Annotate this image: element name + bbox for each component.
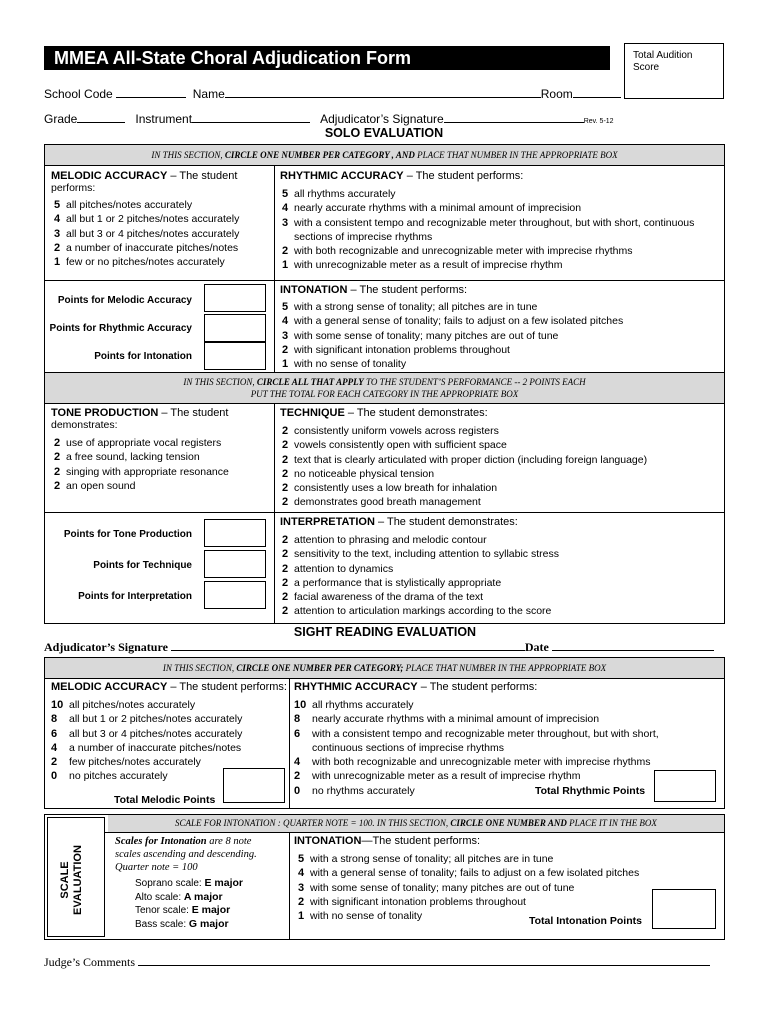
criteria-item[interactable] [282,562,725,576]
criteria-item[interactable] [282,495,725,509]
voice-scale: Bass scale: G major [135,917,229,930]
points-tone-box[interactable] [204,519,266,547]
points-melodic-label: Points for Melodic Accuracy [57,295,192,306]
criteria-score[interactable]: 2 [51,756,58,769]
criteria-item[interactable] [282,230,725,244]
criteria-text: no pitches accurately [69,770,168,783]
instrument-label: Instrument [135,112,193,126]
criteria-item[interactable] [282,314,725,328]
criteria-item[interactable] [51,698,287,712]
grade-label: Grade [44,112,78,126]
criteria-item[interactable] [54,241,271,255]
criteria-text: sensitivity to the text, including attention to syllabic stress [294,548,559,561]
criteria-text: with unrecognizable meter as a result of imprecise rhythm [312,770,581,783]
name-blank[interactable] [225,97,541,98]
solo-tone-production: TONE PRODUCTION – The student demonstrates: 2 use of appropriate vocal registers 2 a free sound, lacking tension 2 singing with appropriate resonance 2 an open sound [51,407,271,493]
criteria-item[interactable] [282,590,725,604]
criteria-item[interactable] [54,255,271,269]
criteria-text: nearly accurate rhythms with a minimal amount of imprecision [312,713,600,726]
criteria-item[interactable] [282,329,725,343]
total-melodic-box[interactable] [223,768,285,803]
scale-evaluation-vertical-label: SCALE EVALUATION [59,845,84,915]
total-rhythmic-box[interactable] [654,770,716,802]
room-label: Room [540,87,573,101]
form-title: MMEA All-State Choral Adjudication Form [44,46,610,70]
judges-comments-blank[interactable] [138,965,710,966]
criteria-score[interactable]: 4 [282,202,289,215]
criteria-text: consistently uses a low breath for inhalation [294,482,498,495]
criteria-text: with a general sense of tonality; fails to adjust on a few isolated pitches [294,315,624,328]
instrument-blank[interactable] [192,122,310,123]
total-intonation-label: Total Intonation Points [529,915,642,927]
criteria-text: with both recognizable and unrecognizable meter with imprecise rhythms [312,756,651,769]
voice-scale: Tenor scale: E major [135,904,231,916]
revision-label: Rev. 5-12 [583,118,614,125]
points-melodic-box[interactable] [204,284,266,312]
criteria-text: nearly accurate rhythms with a minimal amount of imprecision [294,202,582,215]
points-technique-label: Points for Technique [93,560,192,571]
room-blank[interactable] [573,97,621,98]
criteria-text: attention to phrasing and melodic contour [294,534,487,546]
criteria-score[interactable]: 4 [294,756,301,769]
criteria-score[interactable]: 0 [51,770,58,783]
school-code-line[interactable] [44,87,621,101]
criteria-score[interactable]: 1 [298,910,305,923]
points-tone-label: Points for Tone Production [63,529,192,540]
sight-signature-line[interactable]: Adjudicator’s Signature Date [44,640,714,655]
criteria-item[interactable] [282,467,725,481]
total-rhythmic-label: Total Rhythmic Points [535,785,646,797]
school-code-blank[interactable] [116,97,186,98]
criteria-score[interactable]: 8 [294,713,301,726]
criteria-score[interactable]: 4 [51,741,58,754]
criteria-item[interactable] [282,424,725,438]
scale-instructions-band: SCALE FOR INTONATION : QUARTER NOTE = 100. IN THIS SECTION, CIRCLE ONE NUMBER AND PLACE IT IN THE BOX [108,815,724,832]
criteria-item[interactable] [54,479,271,493]
criteria-text: sections of imprecise rhythms [294,230,433,243]
criteria-item[interactable] [294,727,725,741]
criteria-text: attention to dynamics [294,562,394,575]
criteria-text: with a general sense of tonality; fails to adjust on a few isolated pitches [310,867,640,880]
criteria-text: all pitches/notes accurately [69,699,196,711]
criteria-score[interactable]: 3 [298,881,305,894]
criteria-text: vowels consistently open with sufficient space [294,439,507,452]
criteria-score[interactable]: 2 [294,770,301,783]
criteria-score[interactable]: 6 [294,727,301,740]
criteria-text: with some sense of tonality; many pitches are out of tune [294,329,559,342]
criteria-text: a number of inaccurate pitches/notes [69,741,242,754]
criteria-text: use of appropriate vocal registers [66,437,222,449]
criteria-item[interactable] [54,227,271,241]
solo-intonation: INTONATION – The student performs: 5 with a strong sense of tonality; all pitches are in tune 4 with a general sense of tonality; fails to adjust on a few isolated pitches 3 with some sense of tonality; many pitches are out of tune 2 with significant intonation problems throughout 1 with no sense of tonality [280,284,725,371]
criteria-score[interactable]: 2 [282,534,289,546]
criteria-item[interactable] [282,438,725,452]
criteria-score[interactable]: 2 [54,479,61,492]
judges-comments-label: Judge’s Comments [44,955,136,969]
criteria-item[interactable] [298,852,725,866]
criteria-score[interactable]: 5 [282,188,289,200]
criteria-text: an open sound [66,479,136,492]
criteria-item[interactable] [51,741,287,755]
points-technique-box[interactable] [204,550,266,578]
criteria-item[interactable] [54,436,271,450]
school-code-label: School Code [44,87,113,101]
criteria-item[interactable] [54,450,271,464]
total-melodic-label: Total Melodic Points [114,794,216,806]
points-rhythmic-label: Points for Rhythmic Accuracy [49,323,192,334]
criteria-text: with a strong sense of tonality; all pitches are in tune [294,301,538,313]
adjudicator-signature-blank[interactable] [444,122,584,123]
criteria-score[interactable]: 3 [282,329,289,342]
criteria-text: with both recognizable and unrecognizable meter with imprecise rhythms [294,245,633,258]
criteria-item[interactable] [294,698,725,712]
criteria-text: all but 1 or 2 pitches/notes accurately [69,713,243,726]
criteria-item[interactable] [51,727,287,741]
criteria-score[interactable]: 2 [282,496,289,509]
criteria-score[interactable]: 2 [282,562,289,575]
criteria-text: a free sound, lacking tension [66,451,200,464]
points-intonation-box[interactable] [204,342,266,370]
criteria-text: no noticeable physical tension [294,467,435,480]
criteria-text: demonstrates good breath management [294,496,481,509]
criteria-text: with a consistent tempo and recognizable meter throughout, but with short, continuous [294,216,695,229]
criteria-text: continuous sections of imprecise rhythms [312,741,504,754]
solo-interpretation: INTERPRETATION – The student demonstrates: 2 attention to phrasing and melodic contour 2 sensitivity to the text, including attention to syllabic stress 2 attention to dynamics 2 a performance that is stylistically appropriate 2 facial awareness of the drama of the text 2 attention to articulation markings according to the score [280,516,725,619]
criteria-score[interactable]: 2 [54,437,61,449]
criteria-text: all pitches/notes accurately [66,199,193,211]
criteria-text: a performance that is stylistically appropriate [294,576,502,589]
scales-for-intonation: Scales for Intonation are 8 note scales ascending and descending. Quarter note = 100 Soprano scale: E major Alto scale: A major Tenor scale: E major Bass scale: G major [115,835,287,931]
points-rhythmic-box[interactable] [204,314,266,342]
criteria-score[interactable]: 2 [282,548,289,561]
criteria-score[interactable]: 2 [282,467,289,480]
criteria-score[interactable]: 1 [282,358,289,371]
criteria-score[interactable]: 2 [282,576,289,589]
criteria-text: with significant intonation problems throughout [310,895,526,908]
solo-technique: TECHNIQUE – The student demonstrates: 2 consistently uniform vowels across registers 2 vowels consistently open with sufficient space 2 text that is clearly articulated with proper diction (including foreign language) 2 no noticeable physical tension 2 consistently uses a low breath for inhalation 2 demonstrates good breath management [280,407,725,510]
criteria-score[interactable]: 5 [54,199,61,211]
solo-instructions-band-2: IN THIS SECTION, CIRCLE ALL THAT APPLY TO THE STUDENT’S PERFORMANCE -- 2 POINTS EACH PUT THE TOTAL FOR EACH CATEGORY IN THE APPROPRIATE BOX [45,373,724,403]
criteria-score[interactable]: 6 [51,727,58,740]
criteria-score[interactable]: 10 [51,699,64,711]
criteria-text: with a strong sense of tonality; all pitches are in tune [310,853,554,865]
total-intonation-box[interactable] [652,889,716,929]
criteria-score[interactable]: 3 [54,227,61,240]
voice-scale: Alto scale: A major [135,890,223,903]
criteria-score[interactable]: 5 [298,853,305,865]
criteria-score[interactable]: 10 [294,699,307,711]
sight-reading-heading: SIGHT READING EVALUATION [293,625,477,639]
solo-melodic-accuracy: MELODIC ACCURACY – The student performs: 5 all pitches/notes accurately 4 all but 1 or 2 pitches/notes accurately 3 all but 3 or 4 pitches/notes accurately 2 a number of inaccurate pitches/notes 1 few or no pitches/notes accurately [51,170,271,269]
total-audition-score-box[interactable]: Total Audition Score [624,43,724,99]
criteria-score[interactable]: 2 [282,453,289,466]
criteria-item[interactable] [282,300,725,314]
criteria-text: with significant intonation problems throughout [294,343,510,356]
criteria-score[interactable]: 2 [54,451,61,464]
criteria-text: few pitches/notes accurately [69,756,201,769]
criteria-score[interactable]: 2 [54,465,61,478]
criteria-item[interactable] [51,712,287,726]
solo-instructions-band-1: IN THIS SECTION, CIRCLE ONE NUMBER PER CATEGORY , AND PLACE THAT NUMBER IN THE APPROPRIATE BOX [45,145,724,165]
criteria-item[interactable] [282,533,725,547]
criteria-item[interactable] [282,481,725,495]
voice-scale: Soprano scale: E major [135,877,244,889]
criteria-item[interactable] [294,712,725,726]
criteria-item[interactable] [282,216,725,230]
criteria-item[interactable] [282,187,725,201]
sight-melodic-accuracy: MELODIC ACCURACY – The student performs: 10 all pitches/notes accurately 8 all but 1 or 2 pitches/notes accurately 6 all but 3 or 4 pitches/notes accurately 4 a number of inaccurate pitches/notes 2 few pitches/notes accurately 0 no pitches accurately [51,681,287,783]
criteria-text: text that is clearly articulated with proper diction (including foreign language) [294,453,648,466]
criteria-text: with a consistent tempo and recognizable meter throughout, but with short, [312,727,659,740]
name-label: Name [192,87,225,101]
criteria-item[interactable] [282,604,725,618]
criteria-text: with no sense of tonality [294,358,407,371]
criteria-score[interactable]: 1 [54,256,61,269]
grade-line[interactable] [44,112,614,126]
criteria-score[interactable]: 2 [282,245,289,258]
criteria-item[interactable] [294,741,725,755]
adjudicator-signature-label: Adjudicator’s Signature [320,112,444,126]
criteria-item[interactable] [298,866,725,880]
criteria-item[interactable] [54,198,271,212]
criteria-item[interactable] [282,357,725,371]
criteria-text: all but 3 or 4 pitches/notes accurately [66,227,240,240]
criteria-item[interactable] [282,547,725,561]
criteria-item[interactable] [294,755,725,769]
criteria-score[interactable]: 2 [298,895,305,908]
criteria-text: all but 3 or 4 pitches/notes accurately [69,727,243,740]
criteria-score[interactable]: 2 [282,425,289,437]
criteria-text: attention to articulation markings according to the score [294,605,552,618]
criteria-score[interactable]: 4 [298,867,305,880]
criteria-score[interactable]: 8 [51,713,58,726]
criteria-score[interactable]: 2 [282,439,289,452]
criteria-text: all but 1 or 2 pitches/notes accurately [66,213,240,226]
criteria-item[interactable] [282,244,725,258]
criteria-text: a number of inaccurate pitches/notes [66,241,239,254]
criteria-score[interactable]: 4 [282,315,289,328]
criteria-text: all rhythms accurately [294,188,396,200]
criteria-score[interactable]: 5 [282,301,289,313]
criteria-score[interactable]: 2 [282,605,289,618]
criteria-text: facial awareness of the drama of the text [294,591,484,604]
criteria-text: singing with appropriate resonance [66,465,229,478]
criteria-score[interactable]: 2 [54,241,61,254]
sight-instructions-band: IN THIS SECTION, CIRCLE ONE NUMBER PER CATEGORY; PLACE THAT NUMBER IN THE APPROPRIATE BOX [45,658,724,678]
points-interpretation-label: Points for Interpretation [78,591,192,602]
criteria-item[interactable] [282,576,725,590]
criteria-item[interactable] [282,258,725,272]
sight-intonation: INTONATION—The student performs: 5 with a strong sense of tonality; all pitches are in tune 4 with a general sense of tonality; fails to adjust on a few isolated pitches 3 with some sense of tonality; many pitches are out of tune 2 with significant intonation problems throughout 1 with no sense of tonality [294,835,725,923]
criteria-score[interactable]: 2 [282,343,289,356]
criteria-score[interactable]: 1 [282,259,289,272]
criteria-score[interactable]: 0 [294,784,301,797]
criteria-score[interactable]: 3 [282,216,289,229]
criteria-text: no rhythms accurately [312,784,415,797]
points-intonation-label: Points for Intonation [94,351,192,362]
criteria-text: with some sense of tonality; many pitches are out of tune [310,881,575,894]
criteria-text: with unrecognizable meter as a result of imprecise rhythm [294,259,563,272]
criteria-item[interactable] [282,201,725,215]
criteria-item[interactable] [54,212,271,226]
grade-blank[interactable] [77,122,125,123]
criteria-score[interactable]: 2 [282,591,289,604]
sight-rhythmic-accuracy: RHYTHMIC ACCURACY – The student performs: 10 all rhythms accurately 8 nearly accurate rhythms with a minimal amount of imprecision 6 with a consistent tempo and recognizable meter throughout, but with short, continuous sections of imprecise rhythms 4 with both recognizable and unrecognizable meter with imprecise rhythms 2 with unrecognizable meter as a result of imprecise rhythm 0 no rhythms accurately [294,681,725,798]
solo-evaluation-heading: SOLO EVALUATION [324,126,444,140]
criteria-text: with no sense of tonality [310,910,423,923]
criteria-score[interactable]: 4 [54,213,61,226]
criteria-text: few or no pitches/notes accurately [66,256,225,269]
criteria-item[interactable] [54,465,271,479]
criteria-text: consistently uniform vowels across registers [294,425,499,437]
criteria-text: all rhythms accurately [312,699,414,711]
judges-comments-line[interactable] [44,955,710,970]
criteria-item[interactable] [282,343,725,357]
criteria-item[interactable] [282,453,725,467]
solo-rhythmic-accuracy: RHYTHMIC ACCURACY – The student performs: 5 all rhythms accurately 4 nearly accurate rhythms with a minimal amount of imprecision 3 with a consistent tempo and recognizable meter throughout, but with short, continuous sections of imprecise rhythms 2 with both recognizable and unrecognizable meter with imprecise rhythms 1 with unrecognizable meter as a result of imprecise rhythm [280,170,725,273]
criteria-score[interactable]: 2 [282,482,289,495]
points-interpretation-box[interactable] [204,581,266,609]
